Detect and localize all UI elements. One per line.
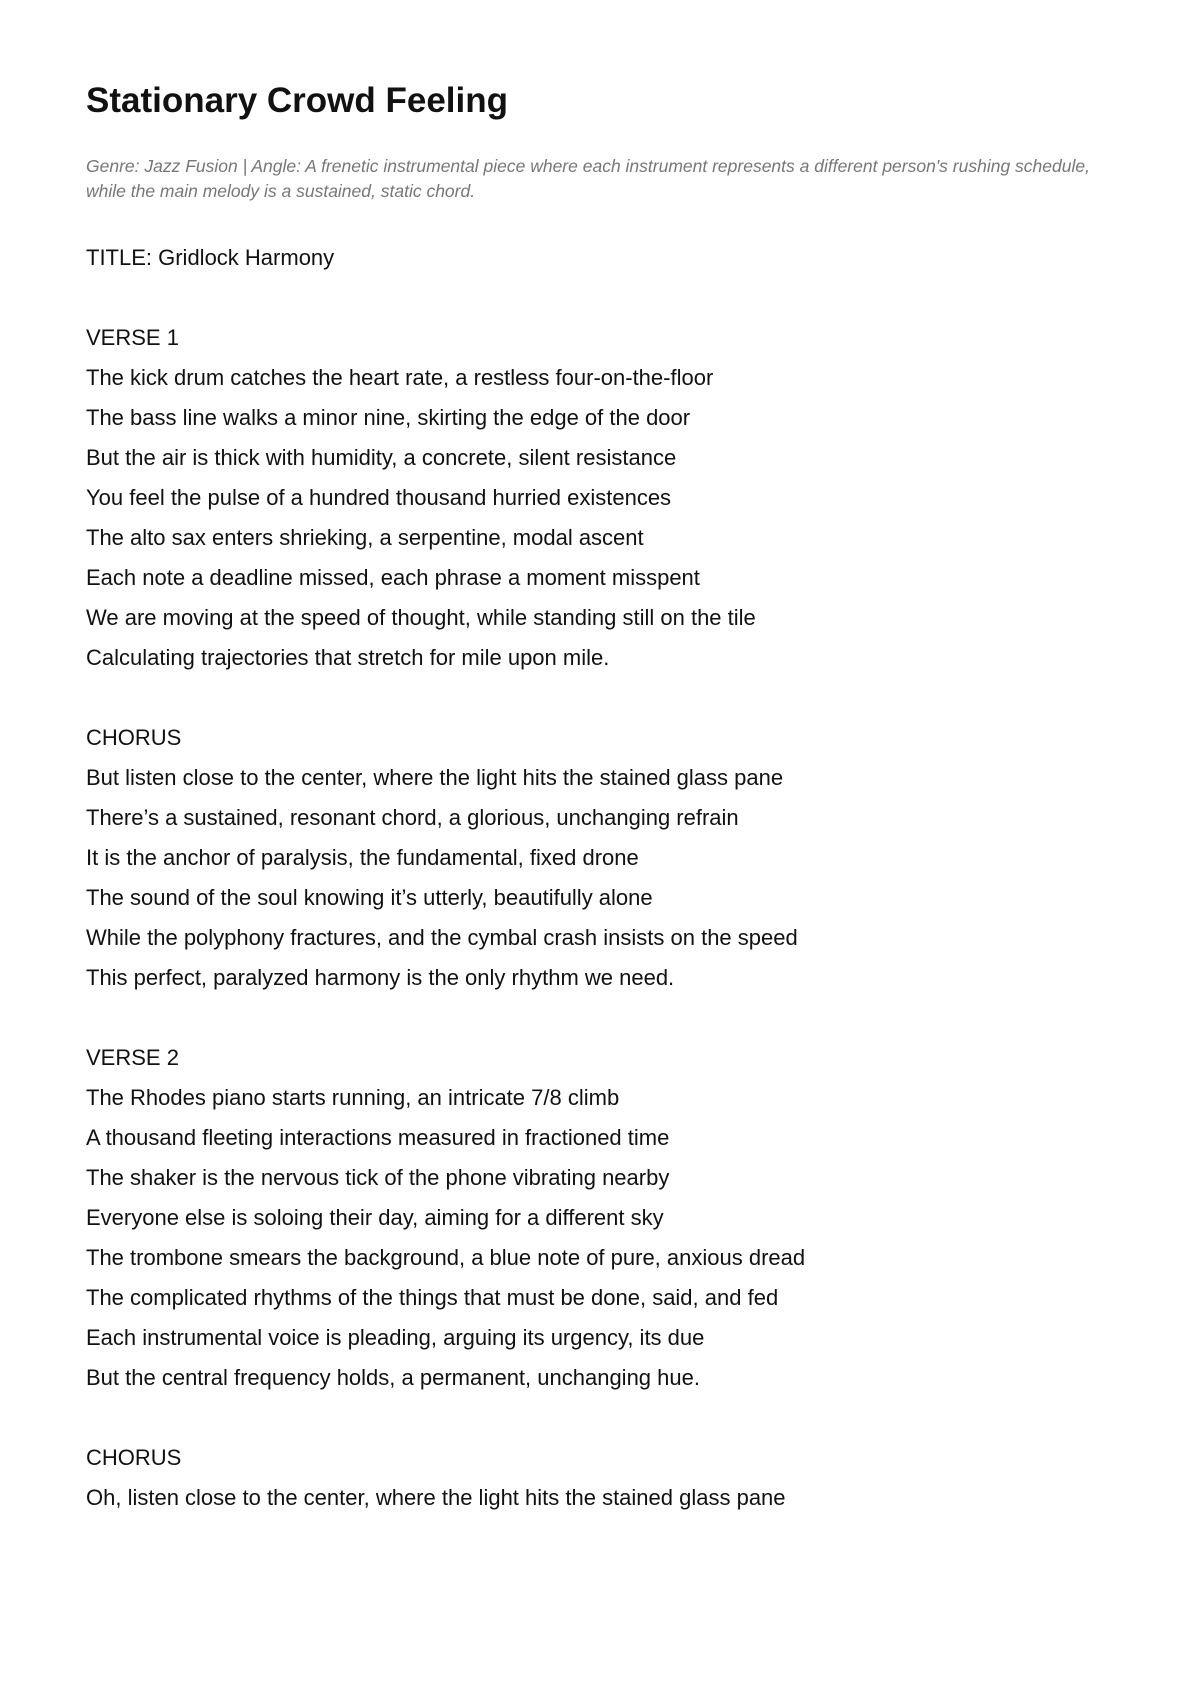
lyric-line: A thousand fleeting interactions measured in fractioned time — [86, 1125, 670, 1150]
lyric-section — [86, 318, 1126, 678]
lyric-line: Oh, listen close to the center, where the light hits the stained glass pane — [86, 1485, 786, 1510]
section-label: CHORUS — [86, 725, 182, 750]
song-title: TITLE: Gridlock Harmony — [86, 245, 335, 270]
lyric-line: The alto sax enters shrieking, a serpentine, modal ascent — [86, 525, 644, 550]
lyric-line: Each instrumental voice is pleading, arguing its urgency, its due — [86, 1325, 705, 1350]
lyric-line: But the air is thick with humidity, a concrete, silent resistance — [86, 445, 677, 470]
lyric-line: We are moving at the speed of thought, while standing still on the tile — [86, 605, 756, 630]
lyric-line: There’s a sustained, resonant chord, a glorious, unchanging refrain — [86, 805, 739, 830]
lyric-line: This perfect, paralyzed harmony is the only rhythm we need. — [86, 965, 675, 990]
lyrics-body — [86, 318, 1126, 1518]
lyric-line: The kick drum catches the heart rate, a restless four-on-the-floor — [86, 365, 714, 390]
lyric-line: Everyone else is soloing their day, aiming for a different sky — [86, 1205, 664, 1230]
lyric-section — [86, 1438, 1126, 1518]
lyric-line: The sound of the soul knowing it’s utterly, beautifully alone — [86, 885, 653, 910]
section-label: CHORUS — [86, 1445, 182, 1470]
section-label: VERSE 1 — [86, 325, 179, 350]
section-label: VERSE 2 — [86, 1045, 179, 1070]
lyric-line: The shaker is the nervous tick of the phone vibrating nearby — [86, 1165, 670, 1190]
genre-angle-description: Genre: Jazz Fusion | Angle: A frenetic instrumental piece where each instrument represents a different person's rushing schedule, while the main melody is a sustained, static chord. — [86, 156, 1090, 201]
lyric-section — [86, 1038, 1126, 1398]
lyric-line: The bass line walks a minor nine, skirting the edge of the door — [86, 405, 691, 430]
document-title: Stationary Crowd Feeling — [86, 81, 508, 120]
lyric-line: You feel the pulse of a hundred thousand hurried existences — [86, 485, 672, 510]
lyric-line: The trombone smears the background, a blue note of pure, anxious dread — [86, 1245, 806, 1270]
lyric-line: But the central frequency holds, a permanent, unchanging hue. — [86, 1365, 700, 1390]
lyric-line: Each note a deadline missed, each phrase a moment misspent — [86, 565, 700, 590]
lyric-line: It is the anchor of paralysis, the fundamental, fixed drone — [86, 845, 639, 870]
lyric-line: But listen close to the center, where the light hits the stained glass pane — [86, 765, 784, 790]
lyric-line: The complicated rhythms of the things that must be done, said, and fed — [86, 1285, 779, 1310]
document-page — [86, 78, 1126, 1518]
lyric-line: While the polyphony fractures, and the cymbal crash insists on the speed — [86, 925, 798, 950]
lyric-line: The Rhodes piano starts running, an intricate 7/8 climb — [86, 1085, 620, 1110]
lyric-section — [86, 718, 1126, 998]
lyric-line: Calculating trajectories that stretch for mile upon mile. — [86, 645, 610, 670]
